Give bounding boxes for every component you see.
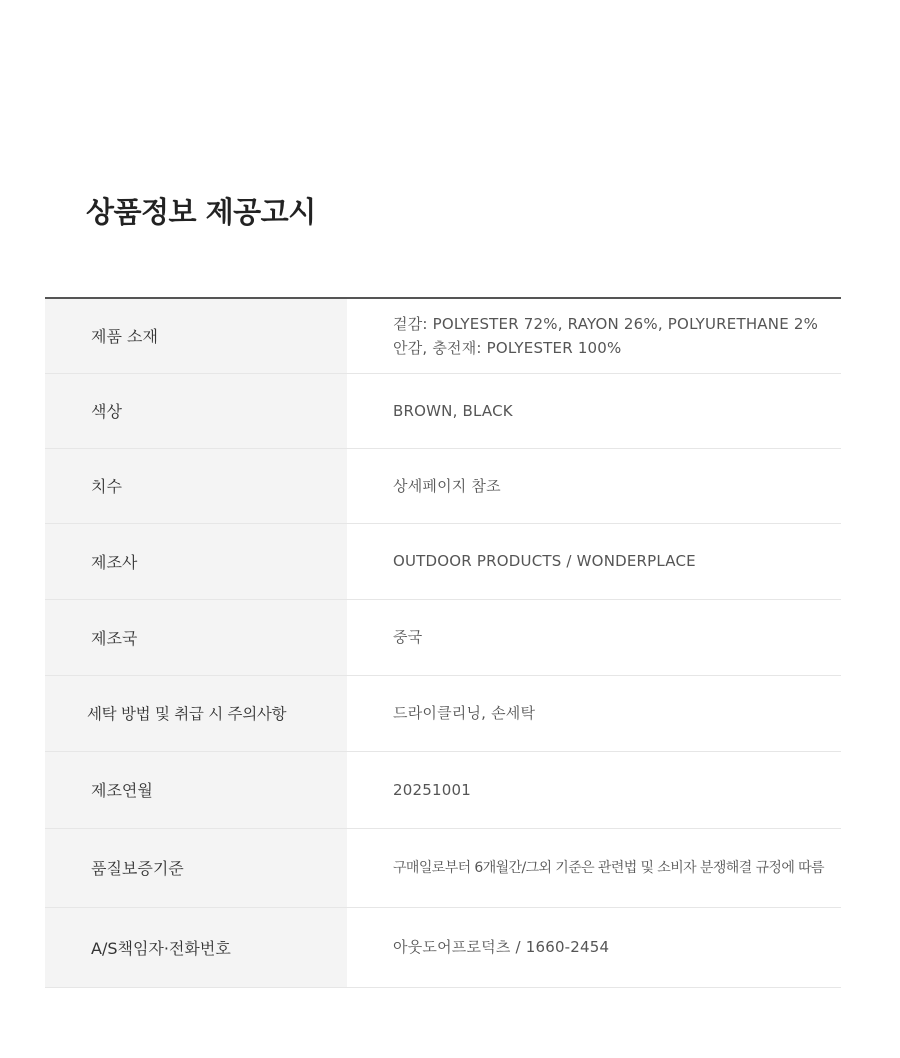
row-value-manufacturer: OUTDOOR PRODUCTS / WONDERPLACE (347, 523, 841, 599)
row-value-as-contact: 아웃도어프로덕츠 / 1660-2454 (347, 907, 841, 987)
row-label-manufacturer: 제조사 (45, 523, 347, 599)
row-value-color: BROWN, BLACK (347, 373, 841, 448)
row-label-country: 제조국 (45, 599, 347, 675)
row-label-material: 제품 소재 (45, 298, 347, 373)
row-label-care: 세탁 방법 및 취급 시 주의사항 (45, 675, 347, 751)
table-row (45, 298, 841, 373)
table-row (45, 523, 841, 599)
row-value-size: 상세페이지 참조 (347, 448, 841, 523)
table-row (45, 751, 841, 828)
material-inner-line: 안감, 충전재: POLYESTER 100% (393, 338, 622, 357)
table-row (45, 448, 841, 523)
row-value-warranty: 구매일로부터 6개월간/그외 기준은 관련법 및 소비자 분쟁해결 규정에 따름 (347, 828, 841, 907)
page-title: 상품정보 제공고시 (86, 195, 316, 229)
material-outer-line: 겉감: POLYESTER 72%, RAYON 26%, POLYURETHANE 2% (393, 314, 819, 333)
row-label-size: 치수 (45, 448, 347, 523)
table-row (45, 675, 841, 751)
row-value-manufacture-date: 20251001 (347, 751, 841, 828)
row-label-manufacture-date: 제조연월 (45, 751, 347, 828)
row-label-warranty: 품질보증기준 (45, 828, 347, 907)
table-row (45, 373, 841, 448)
row-label-as-contact: A/S책임자·전화번호 (45, 907, 347, 987)
product-info-table (45, 297, 841, 988)
row-value-country: 중국 (347, 599, 841, 675)
table-row (45, 907, 841, 987)
row-value-material (347, 298, 841, 373)
row-label-color: 색상 (45, 373, 347, 448)
table-row (45, 828, 841, 907)
table-row (45, 599, 841, 675)
row-value-care: 드라이클리닝, 손세탁 (347, 675, 841, 751)
